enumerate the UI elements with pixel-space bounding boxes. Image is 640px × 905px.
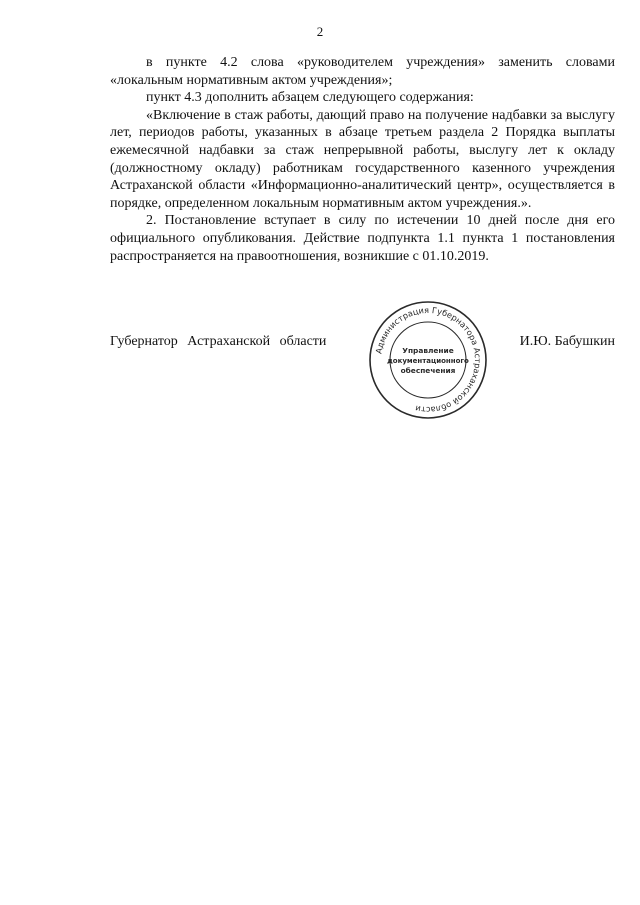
paragraph-effective-date: 2. Постановление вступает в силу по истечении 10 дней после дня его официального опубликования. Действие подпункта 1.1 пункта 1 постановления распространяется на правоотношения, возникшие с 01.10.2019. bbox=[110, 213, 615, 264]
paragraph-inserted-text: «Включение в стаж работы, дающий право на получение надбавки за выслугу лет, периодов работы, указанных в абзаце третьем раздела 2 Порядка выплаты ежемесячной надбавки за стаж непрерывной работы, выслугу лет к окладу (должностному окладу) работникам государственного казенного учреждения Астраханской области «Информационно-аналитический центр», осуществляется в порядке, определенном локальным нормативным актом учреждения.». bbox=[110, 107, 615, 211]
page-number: 2 bbox=[316, 24, 324, 39]
seal-graphic bbox=[362, 298, 494, 422]
paragraph-amend-4-3: пункт 4.3 дополнить абзацем следующего содержания: bbox=[146, 90, 474, 106]
seal-ring-text: Администрация Губернатора Астраханской области bbox=[373, 304, 484, 416]
seal-center-line-2: документационного bbox=[387, 357, 469, 365]
signer-title: Губернатор Астраханской области bbox=[110, 334, 327, 349]
official-seal-stamp bbox=[362, 298, 494, 422]
seal-center-line-1: Управление bbox=[402, 346, 454, 355]
paragraph-amend-4-2: в пункте 4.2 слова «руководителем учреждения» заменить словами «локальным нормативным актом учреждения»; bbox=[110, 55, 615, 88]
signer-name: И.Ю. Бабушкин bbox=[519, 334, 615, 349]
document-body bbox=[110, 54, 615, 265]
signature-block bbox=[110, 298, 615, 428]
seal-center-line-3: обеспечения bbox=[400, 366, 456, 375]
